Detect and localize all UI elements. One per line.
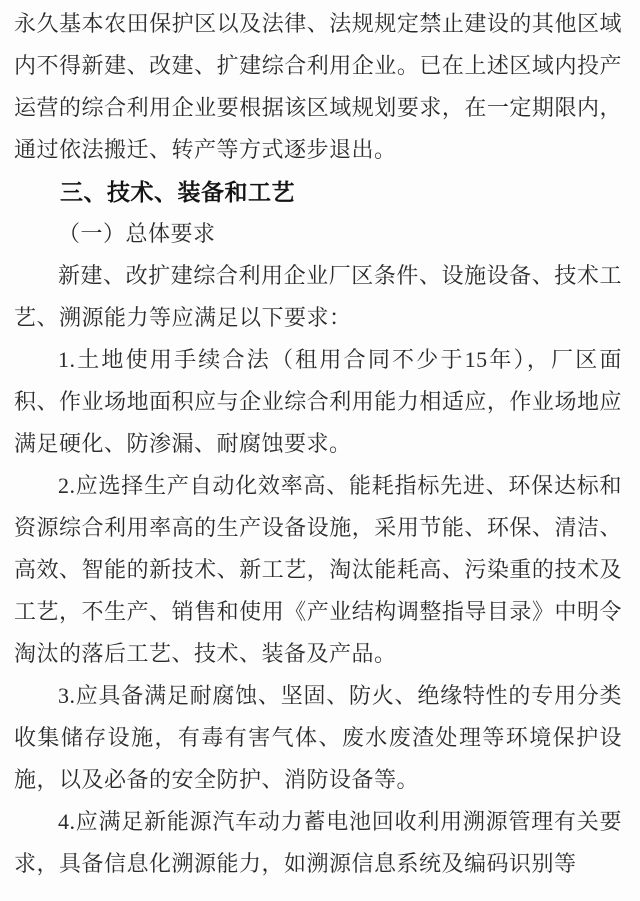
- paragraph-requirements-intro: 新建、改扩建综合利用企业厂区条件、设施设备、技术工艺、溯源能力等应满足以下要求：: [14, 263, 622, 330]
- paragraph-item-3-storage-safety-facilities: 3.应具备满足耐腐蚀、坚固、防火、绝缘特性的专用分类收集储存设施，有毒有害气体、废水废渣处理等环境保护设施，以及必备的安全防护、消防设备等。: [14, 683, 622, 792]
- subsection-heading-general-requirements: （一）总体要求: [58, 221, 216, 246]
- paragraph-item-4-traceability: 4.应满足新能源汽车动力蓄电池回收利用溯源管理有关要求，具备信息化溯源能力，如溯源信息系统及编码识别等: [14, 809, 622, 876]
- paragraph-item-2-production-equipment: 2.应选择生产自动化效率高、能耗指标先进、环保达标和资源综合利用率高的生产设备设施，采用节能、环保、清洁、高效、智能的新技术、新工艺，淘汰能耗高、污染重的技术及工艺，不生产、销售和使用《产业结构调整指导目录》中明令淘汰的落后工艺、技术、装备及产品。: [14, 473, 622, 666]
- paragraph-restricted-zones: 永久基本农田保护区以及法律、法规规定禁止建设的其他区域内不得新建、改建、扩建综合利用企业。已在上述区域内投产运营的综合利用企业要根据该区域规划要求，在一定期限内，通过依法搬迁、转产等方式逐步退出。: [14, 11, 622, 162]
- paragraph-item-1-land-use: 1.土地使用手续合法（租用合同不少于15年），厂区面积、作业场地面积应与企业综合利用能力相适应，作业场地应满足硬化、防渗漏、耐腐蚀要求。: [14, 347, 622, 456]
- section-heading-technology-equipment-craft: 三、技术、装备和工艺: [60, 179, 295, 205]
